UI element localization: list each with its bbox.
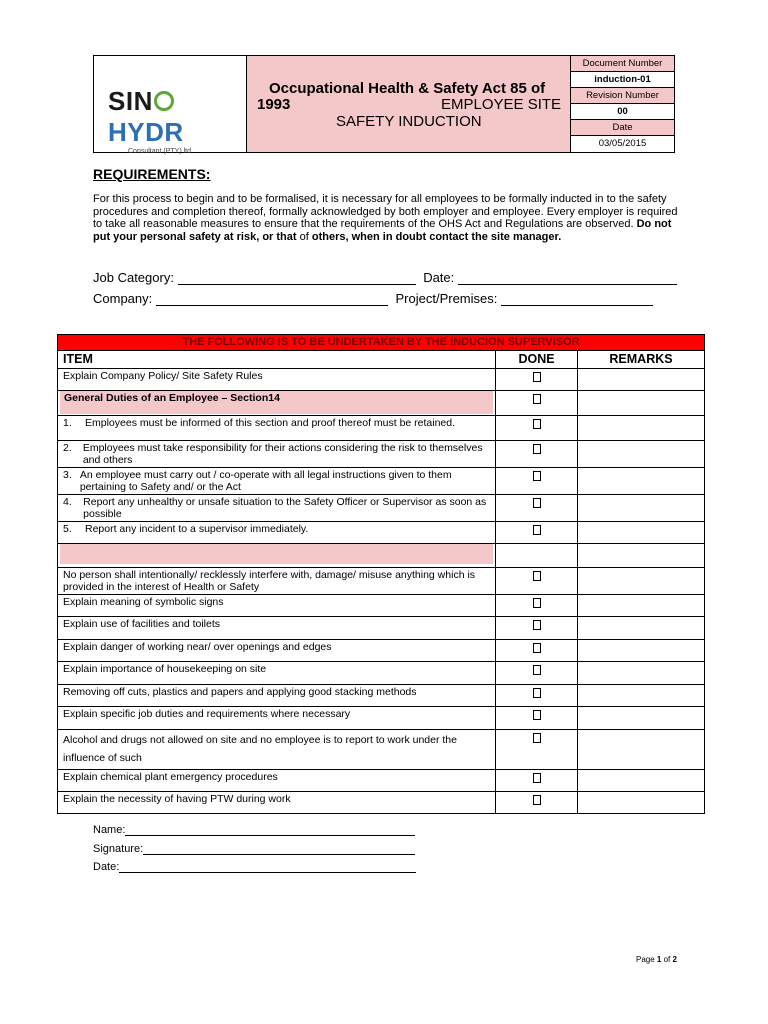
done-checkbox[interactable] <box>533 444 541 454</box>
signoff-date-field[interactable] <box>119 861 416 873</box>
requirements-heading: REQUIREMENTS: <box>93 166 211 182</box>
doc-date: 03/05/2015 <box>598 138 647 149</box>
meta-cell <box>571 56 674 152</box>
remarks-cell[interactable] <box>578 617 705 640</box>
signature-field[interactable] <box>143 843 415 855</box>
table-row: Explain danger of working near/ over openings and edges <box>58 640 705 662</box>
done-checkbox[interactable] <box>533 525 541 535</box>
remarks-cell[interactable] <box>578 730 705 770</box>
remarks-cell[interactable] <box>578 544 705 568</box>
signoff-date-row: Date: <box>93 861 416 873</box>
done-checkbox[interactable] <box>533 795 541 805</box>
remarks-cell[interactable] <box>578 595 705 617</box>
remarks-cell[interactable] <box>578 391 705 416</box>
title-line-3: SAFETY INDUCTION <box>336 113 482 130</box>
remarks-cell[interactable] <box>578 369 705 391</box>
table-row: No person shall intentionally/ recklessly interfere with, damage/ misuse anything which is provided in the interest of Health or Safety <box>58 568 705 595</box>
title-line-2: EMPLOYEE SITE <box>441 96 562 113</box>
col-done-header: DONE <box>496 351 578 369</box>
table-header-row <box>58 351 705 369</box>
doc-number: induction-01 <box>571 72 674 88</box>
document-header <box>93 55 675 153</box>
table-row: Explain meaning of symbolic signs <box>58 595 705 617</box>
remarks-cell[interactable] <box>578 468 705 495</box>
remarks-cell[interactable] <box>578 685 705 707</box>
table-row: Explain chemical plant emergency procedures <box>58 770 705 792</box>
duties-heading: General Duties of an Employee – Section14 <box>60 391 493 414</box>
name-field[interactable] <box>125 824 415 836</box>
done-checkbox[interactable] <box>533 620 541 630</box>
table-row <box>58 391 705 416</box>
company-logo: SINHYDR Consultant (PTY) ltd <box>108 86 192 155</box>
job-category-row: Job Category: Date: <box>93 270 677 285</box>
table-row: 2. Employees must take responsibility for their actions considering the risk to themselves and others <box>58 441 705 468</box>
done-checkbox[interactable] <box>533 598 541 608</box>
table-banner-row <box>58 335 705 351</box>
done-checkbox[interactable] <box>533 571 541 581</box>
done-checkbox[interactable] <box>533 394 541 404</box>
done-checkbox[interactable] <box>533 773 541 783</box>
logo-cell <box>94 56 247 155</box>
done-checkbox[interactable] <box>533 688 541 698</box>
revision-number: 00 <box>571 104 674 120</box>
col-remarks-header: REMARKS <box>578 351 705 369</box>
table-row: Explain use of facilities and toilets <box>58 617 705 640</box>
remarks-cell[interactable] <box>578 495 705 522</box>
table-row: Removing off cuts, plastics and papers and applying good stacking methods <box>58 685 705 707</box>
remarks-cell[interactable] <box>578 662 705 685</box>
remarks-cell[interactable] <box>578 522 705 544</box>
table-row: 1. Employees must be informed of this section and proof thereof must be retained. <box>58 416 705 441</box>
done-checkbox[interactable] <box>533 733 541 743</box>
table-row: Explain Company Policy/ Site Safety Rules <box>58 369 705 391</box>
done-checkbox[interactable] <box>533 643 541 653</box>
done-checkbox[interactable] <box>533 665 541 675</box>
remarks-cell[interactable] <box>578 441 705 468</box>
remarks-cell[interactable] <box>578 792 705 814</box>
remarks-cell[interactable] <box>578 707 705 730</box>
table-row: Explain importance of housekeeping on site <box>58 662 705 685</box>
requirements-paragraph: For this process to begin and to be formalised, it is necessary for all employees to be formally inducted in to the safety procedures and completion thereof, formally acknowledged by both employer and employee. Every employer is required to take all reasonable measures to ensure that the requirements of the OHS Act and Regulations are observed. Do not put your personal safety at risk, or that of others, when in doubt contact the site manager. <box>93 193 678 243</box>
page-number: Page 1 of 2 <box>636 955 677 964</box>
remarks-cell[interactable] <box>578 640 705 662</box>
table-row: Explain the necessity of having PTW during work <box>58 792 705 814</box>
title-cell <box>247 56 571 152</box>
doc-number-label: Document Number <box>571 56 674 72</box>
remarks-cell[interactable] <box>578 416 705 441</box>
done-checkbox[interactable] <box>533 710 541 720</box>
leaf-circle-icon <box>154 91 174 111</box>
table-row: 5. Report any incident to a supervisor immediately. <box>58 522 705 544</box>
done-checkbox[interactable] <box>533 372 541 382</box>
company-row: Company: Project/Premises: <box>93 291 653 306</box>
name-row: Name: <box>93 824 415 836</box>
revision-label: Revision Number <box>571 88 674 104</box>
done-checkbox[interactable] <box>533 471 541 481</box>
job-category-field[interactable] <box>178 273 416 285</box>
date-field[interactable] <box>458 273 677 285</box>
table-banner: THE FOLLOWING IS TO BE UNDERTAKEN BY THE INDUCION SUPERVISOR <box>58 335 705 351</box>
table-row <box>58 544 705 568</box>
project-field[interactable] <box>501 294 653 306</box>
title-year: 1993 <box>257 96 291 113</box>
date-label: Date <box>571 120 674 136</box>
signature-row: Signature: <box>93 843 415 855</box>
done-checkbox[interactable] <box>533 498 541 508</box>
blank-section-heading <box>60 544 493 564</box>
table-row: Explain specific job duties and requirements where necessary <box>58 707 705 730</box>
remarks-cell[interactable] <box>578 770 705 792</box>
company-field[interactable] <box>156 294 388 306</box>
table-row: 4. Report any unhealthy or unsafe situation to the Safety Officer or Supervisor as soon as possible <box>58 495 705 522</box>
table-row: Alcohol and drugs not allowed on site and no employee is to report to work under the influence of such <box>58 730 705 770</box>
done-checkbox[interactable] <box>533 419 541 429</box>
induction-table <box>57 334 705 814</box>
remarks-cell[interactable] <box>578 568 705 595</box>
table-row: 3. An employee must carry out / co-operate with all legal instructions given to them pertaining to Safety and/ or the Act <box>58 468 705 495</box>
col-item-header: ITEM <box>58 351 496 369</box>
title-line-1: Occupational Health & Safety Act 85 of <box>269 80 546 97</box>
